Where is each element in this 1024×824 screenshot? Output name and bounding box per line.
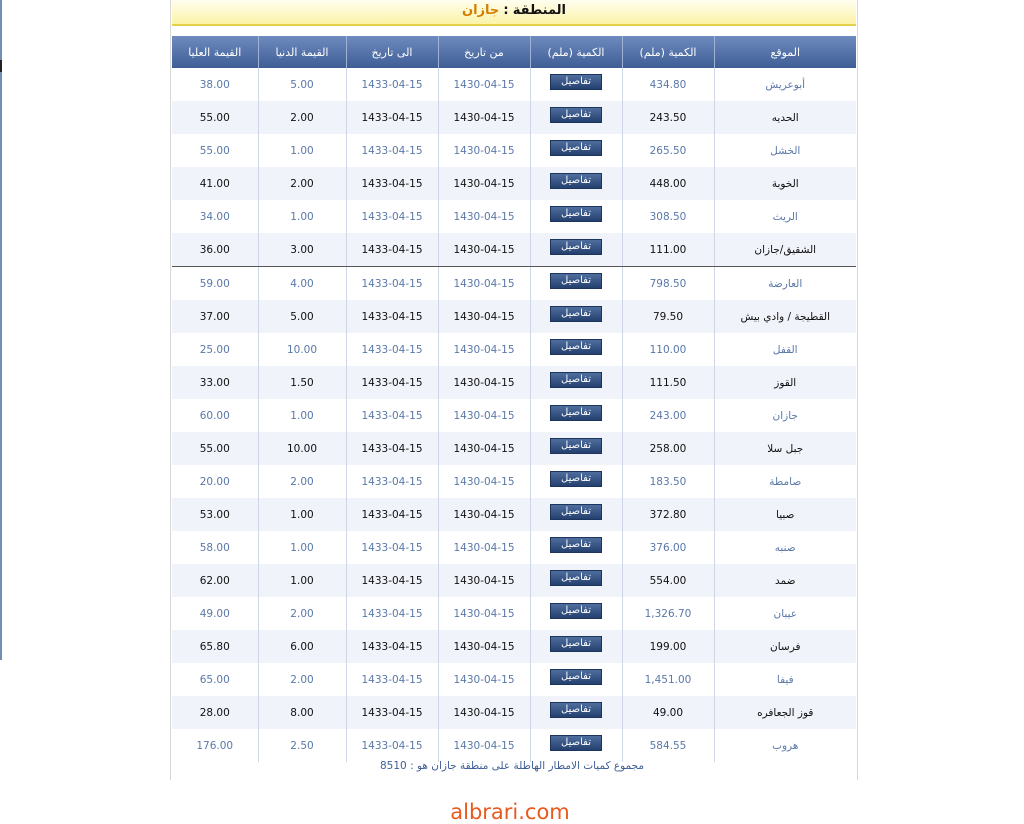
cell-to-date: 1433-04-15	[346, 233, 438, 267]
cell-min: 1.00	[258, 200, 346, 233]
cell-from-date: 1430-04-15	[438, 399, 530, 432]
table-row	[172, 267, 856, 301]
cell-details	[530, 366, 622, 399]
cell-site: الشقيق/جازان	[714, 233, 856, 267]
cell-min: 6.00	[258, 630, 346, 663]
cell-from-date: 1430-04-15	[438, 531, 530, 564]
cell-max: 176.00	[172, 729, 258, 762]
total-summary	[172, 760, 1024, 772]
cell-min: 5.00	[258, 68, 346, 101]
cell-details	[530, 68, 622, 101]
cell-min: 2.00	[258, 597, 346, 630]
cell-min: 2.00	[258, 663, 346, 696]
region-name: جازان	[461, 3, 500, 18]
cell-site: فيفا	[714, 663, 856, 696]
cell-max: 25.00	[172, 333, 258, 366]
table-row	[172, 531, 856, 564]
details-button[interactable]: تفاصيل	[550, 74, 602, 90]
details-button[interactable]: تفاصيل	[550, 173, 602, 189]
cell-max: 38.00	[172, 68, 258, 101]
cell-to-date: 1433-04-15	[346, 531, 438, 564]
cell-amount: 110.00	[622, 333, 714, 366]
cell-from-date: 1430-04-15	[438, 366, 530, 399]
cell-max: 55.00	[172, 134, 258, 167]
details-button[interactable]: تفاصيل	[550, 669, 602, 685]
cell-amount: 49.00	[622, 696, 714, 729]
cell-min: 5.00	[258, 300, 346, 333]
details-button[interactable]: تفاصيل	[550, 702, 602, 718]
details-button[interactable]: تفاصيل	[550, 504, 602, 520]
cell-max: 65.80	[172, 630, 258, 663]
cell-from-date: 1430-04-15	[438, 134, 530, 167]
details-button[interactable]: تفاصيل	[550, 471, 602, 487]
cell-site: القفل	[714, 333, 856, 366]
cell-min: 2.50	[258, 729, 346, 762]
cell-from-date: 1430-04-15	[438, 167, 530, 200]
cell-details	[530, 399, 622, 432]
cell-details	[530, 200, 622, 233]
cell-amount: 199.00	[622, 630, 714, 663]
details-button[interactable]: تفاصيل	[550, 273, 602, 289]
table-row	[172, 300, 856, 333]
cell-amount: 554.00	[622, 564, 714, 597]
col-header-amount[interactable]: الكمية (ملم)	[622, 36, 714, 68]
details-button[interactable]: تفاصيل	[550, 537, 602, 553]
table-row	[172, 366, 856, 399]
cell-max: 53.00	[172, 498, 258, 531]
cell-amount: 376.00	[622, 531, 714, 564]
cell-min: 4.00	[258, 267, 346, 301]
details-button[interactable]: تفاصيل	[550, 140, 602, 156]
cell-max: 59.00	[172, 267, 258, 301]
cell-to-date: 1433-04-15	[346, 399, 438, 432]
cell-min: 2.00	[258, 167, 346, 200]
table-row	[172, 465, 856, 498]
cell-details	[530, 630, 622, 663]
cell-from-date: 1430-04-15	[438, 333, 530, 366]
cell-min: 1.00	[258, 134, 346, 167]
details-button[interactable]: تفاصيل	[550, 206, 602, 222]
cell-max: 58.00	[172, 531, 258, 564]
col-header-from-date[interactable]: من تاريخ	[438, 36, 530, 68]
cell-details	[530, 663, 622, 696]
cell-to-date: 1433-04-15	[346, 68, 438, 101]
cell-from-date: 1430-04-15	[438, 432, 530, 465]
cell-to-date: 1433-04-15	[346, 101, 438, 134]
cell-amount: 1,326.70	[622, 597, 714, 630]
col-header-min[interactable]: القيمة الدنيا	[258, 36, 346, 68]
cell-amount: 372.80	[622, 498, 714, 531]
cell-max: 28.00	[172, 696, 258, 729]
cell-details	[530, 333, 622, 366]
details-button[interactable]: تفاصيل	[550, 107, 602, 123]
cell-amount: 258.00	[622, 432, 714, 465]
cell-min: 8.00	[258, 696, 346, 729]
table-row	[172, 200, 856, 233]
cell-details	[530, 729, 622, 762]
cell-amount: 584.55	[622, 729, 714, 762]
details-button[interactable]: تفاصيل	[550, 372, 602, 388]
cell-amount: 265.50	[622, 134, 714, 167]
cell-min: 10.00	[258, 432, 346, 465]
table-row	[172, 399, 856, 432]
table-row	[172, 696, 856, 729]
cell-site: الحديه	[714, 101, 856, 134]
table-row	[172, 498, 856, 531]
left-window-edge-mark	[0, 60, 2, 72]
table-row	[172, 729, 856, 762]
cell-site: القوز	[714, 366, 856, 399]
cell-site: صامطة	[714, 465, 856, 498]
cell-details	[530, 432, 622, 465]
cell-max: 36.00	[172, 233, 258, 267]
cell-min: 1.00	[258, 531, 346, 564]
cell-max: 60.00	[172, 399, 258, 432]
cell-details	[530, 134, 622, 167]
cell-details	[530, 597, 622, 630]
col-header-to-date[interactable]: الى تاريخ	[346, 36, 438, 68]
region-header	[172, 0, 856, 26]
cell-to-date: 1433-04-15	[346, 200, 438, 233]
left-window-edge	[0, 0, 2, 660]
cell-site: الريث	[714, 200, 856, 233]
cell-amount: 243.00	[622, 399, 714, 432]
col-header-site[interactable]: الموقع	[714, 36, 856, 68]
cell-site: صبيا	[714, 498, 856, 531]
cell-site: عيبان	[714, 597, 856, 630]
cell-from-date: 1430-04-15	[438, 101, 530, 134]
cell-max: 33.00	[172, 366, 258, 399]
cell-from-date: 1430-04-15	[438, 267, 530, 301]
details-button[interactable]: تفاصيل	[550, 405, 602, 421]
details-button[interactable]: تفاصيل	[550, 603, 602, 619]
details-button[interactable]: تفاصيل	[550, 735, 602, 751]
cell-site: ضمد	[714, 564, 856, 597]
cell-amount: 111.00	[622, 233, 714, 267]
cell-from-date: 1430-04-15	[438, 729, 530, 762]
cell-to-date: 1433-04-15	[346, 564, 438, 597]
cell-min: 1.00	[258, 564, 346, 597]
cell-amount: 111.50	[622, 366, 714, 399]
cell-to-date: 1433-04-15	[346, 729, 438, 762]
cell-details	[530, 564, 622, 597]
cell-amount: 798.50	[622, 267, 714, 301]
table-row	[172, 167, 856, 200]
table-header-row	[172, 36, 856, 68]
cell-site: قوز الجعافره	[714, 696, 856, 729]
total-summary-text: مجموع كميات الامطار الهاطلة على منطقة جازان هو : 8510	[380, 760, 645, 772]
cell-from-date: 1430-04-15	[438, 465, 530, 498]
cell-details	[530, 696, 622, 729]
cell-to-date: 1433-04-15	[346, 134, 438, 167]
table-row	[172, 233, 856, 267]
cell-to-date: 1433-04-15	[346, 630, 438, 663]
details-button[interactable]: تفاصيل	[550, 306, 602, 322]
cell-site: الخوبة	[714, 167, 856, 200]
cell-from-date: 1430-04-15	[438, 233, 530, 267]
table-row	[172, 134, 856, 167]
table-row	[172, 101, 856, 134]
cell-details	[530, 101, 622, 134]
cell-max: 34.00	[172, 200, 258, 233]
site-watermark: albrari.com	[450, 800, 570, 824]
cell-details	[530, 233, 622, 267]
cell-to-date: 1433-04-15	[346, 366, 438, 399]
cell-to-date: 1433-04-15	[346, 498, 438, 531]
table-row	[172, 597, 856, 630]
details-button[interactable]: تفاصيل	[550, 570, 602, 586]
details-button[interactable]: تفاصيل	[550, 239, 602, 255]
cell-max: 37.00	[172, 300, 258, 333]
rainfall-table	[172, 36, 856, 762]
cell-details	[530, 465, 622, 498]
table-row	[172, 333, 856, 366]
cell-site: الخشل	[714, 134, 856, 167]
cell-max: 65.00	[172, 663, 258, 696]
cell-from-date: 1430-04-15	[438, 696, 530, 729]
details-button[interactable]: تفاصيل	[550, 438, 602, 454]
cell-site: صنبه	[714, 531, 856, 564]
table-row	[172, 564, 856, 597]
cell-details	[530, 531, 622, 564]
cell-site: جبل سلا	[714, 432, 856, 465]
cell-max: 55.00	[172, 101, 258, 134]
cell-max: 20.00	[172, 465, 258, 498]
cell-from-date: 1430-04-15	[438, 200, 530, 233]
details-button[interactable]: تفاصيل	[550, 339, 602, 355]
cell-site: أبوعريش	[714, 68, 856, 101]
cell-amount: 448.00	[622, 167, 714, 200]
cell-from-date: 1430-04-15	[438, 498, 530, 531]
table-row	[172, 68, 856, 101]
cell-details	[530, 300, 622, 333]
cell-from-date: 1430-04-15	[438, 68, 530, 101]
col-header-details[interactable]: الكمية (ملم)	[530, 36, 622, 68]
cell-to-date: 1433-04-15	[346, 465, 438, 498]
cell-from-date: 1430-04-15	[438, 300, 530, 333]
cell-from-date: 1430-04-15	[438, 564, 530, 597]
cell-amount: 79.50	[622, 300, 714, 333]
cell-site: القطيجة / وادي بيش	[714, 300, 856, 333]
table-row	[172, 630, 856, 663]
cell-details	[530, 167, 622, 200]
cell-to-date: 1433-04-15	[346, 696, 438, 729]
cell-to-date: 1433-04-15	[346, 167, 438, 200]
cell-to-date: 1433-04-15	[346, 663, 438, 696]
cell-to-date: 1433-04-15	[346, 432, 438, 465]
cell-to-date: 1433-04-15	[346, 597, 438, 630]
cell-max: 49.00	[172, 597, 258, 630]
cell-site: فرسان	[714, 630, 856, 663]
cell-min: 1.50	[258, 366, 346, 399]
table-row	[172, 432, 856, 465]
cell-details	[530, 498, 622, 531]
region-label: المنطقة	[512, 3, 567, 18]
cell-min: 2.00	[258, 465, 346, 498]
cell-site: العارضة	[714, 267, 856, 301]
table-row	[172, 663, 856, 696]
cell-min: 1.00	[258, 399, 346, 432]
cell-from-date: 1430-04-15	[438, 663, 530, 696]
cell-min: 3.00	[258, 233, 346, 267]
col-header-max[interactable]: القيمة العليا	[172, 36, 258, 68]
cell-from-date: 1430-04-15	[438, 597, 530, 630]
cell-max: 41.00	[172, 167, 258, 200]
cell-to-date: 1433-04-15	[346, 333, 438, 366]
cell-min: 1.00	[258, 498, 346, 531]
cell-amount: 183.50	[622, 465, 714, 498]
cell-amount: 308.50	[622, 200, 714, 233]
cell-amount: 1,451.00	[622, 663, 714, 696]
cell-from-date: 1430-04-15	[438, 630, 530, 663]
cell-amount: 243.50	[622, 101, 714, 134]
cell-to-date: 1433-04-15	[346, 267, 438, 301]
cell-to-date: 1433-04-15	[346, 300, 438, 333]
region-separator: :	[503, 3, 509, 18]
cell-amount: 434.80	[622, 68, 714, 101]
cell-max: 62.00	[172, 564, 258, 597]
cell-details	[530, 267, 622, 301]
cell-max: 55.00	[172, 432, 258, 465]
cell-min: 10.00	[258, 333, 346, 366]
cell-min: 2.00	[258, 101, 346, 134]
cell-site: جازان	[714, 399, 856, 432]
details-button[interactable]: تفاصيل	[550, 636, 602, 652]
cell-site: هروب	[714, 729, 856, 762]
